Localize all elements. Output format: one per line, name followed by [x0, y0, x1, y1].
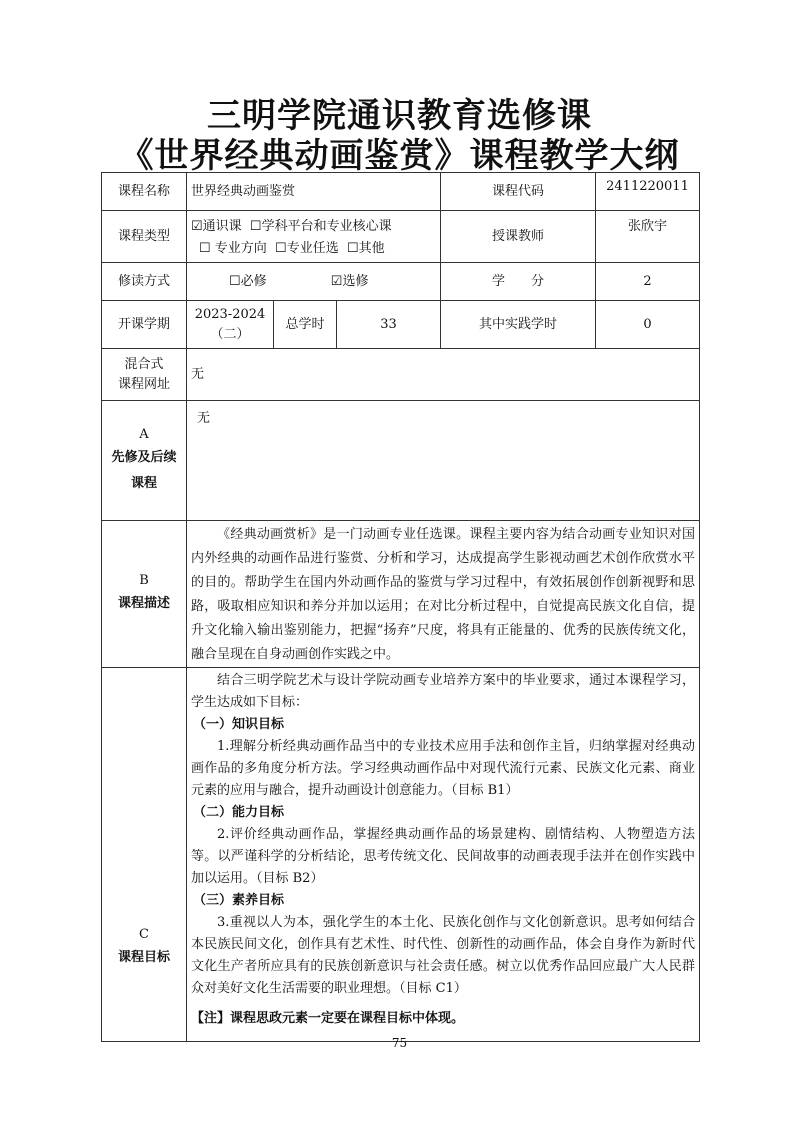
total-hours-label: 总学时: [274, 301, 337, 349]
course-type-label: 课程类型: [102, 211, 187, 263]
page-number: 75: [391, 1036, 408, 1050]
goal-3-text: 3.重视以人为本，强化学生的本土化、民族化创作与文化创新意识。思考如何结合本民族民间文化，创作具有艺术性、时代性、创新性的动画作品，体会自身作为新时代文化生产者所应具有的民族创新意识与社会责任感。树立以优秀作品回应最广大人民群众对美好文化生活需要的职业理想。（目标 C1）: [191, 915, 695, 996]
section-a-label-line-2: 课程: [130, 475, 157, 491]
row-semester: [102, 301, 700, 349]
section-b-description: [187, 521, 700, 668]
goal-2-title: （二）能力目标: [193, 805, 285, 820]
section-c-intro: 结合三明学院艺术与设计学院动画专业培养方案中的毕业要求，通过本课程学习，学生达成如下目标：: [191, 673, 695, 710]
study-mode-label: 修读方式: [102, 263, 187, 301]
course-code-label: 课程代码: [441, 173, 596, 211]
semester-value: [187, 301, 274, 349]
practice-hours-label: 其中实践学时: [441, 301, 596, 349]
goal-3-title: （三）素养目标: [193, 893, 285, 908]
section-b-label-text: 课程描述: [117, 596, 170, 611]
section-b-text: 《经典动画赏析》是一门动画专业任选课。课程主要内容为结合动画专业知识对国内外经典的动画作品进行鉴赏、分析和学习，达成提高学生影视动画艺术创作欣赏水平的目的。帮助学生在国内外动画作品的鉴赏与学习过程中，有效拓展创作创新视野和思路，吸取相应知识和养分并加以运用；在对比分析过程中，自觉提高民族文化自信，提升文化输入输出鉴别能力，把握“扬弃”尺度，将具有正能量的、优秀的民族传统文化，融合呈现在自身动画创作实践之中。: [191, 527, 695, 662]
row-course-type: [102, 211, 700, 263]
row-section-b: [102, 521, 700, 668]
goal-2-text: 2.评价经典动画作品，掌握经典动画作品的场景建构、剧情结构、人物塑造方法等。以严谨科学的分析结论，思考传统文化、民间故事的动画表现手法并在创作实践中加以运用。（目标 B2）: [191, 827, 695, 886]
goal-1-title: （一）知识目标: [193, 717, 285, 732]
section-a-label-line-1: 先修及后续: [111, 449, 177, 465]
section-b-label: [102, 521, 187, 668]
section-b-letter: B: [139, 573, 149, 588]
hybrid-label-line-1: 混合式: [124, 356, 164, 372]
row-hybrid-url: [102, 349, 700, 401]
hybrid-url-value: 无: [187, 349, 700, 401]
course-name-label: 课程名称: [102, 173, 187, 211]
document-title-line-2: 《世界经典动画鉴赏》课程教学大纲: [119, 136, 680, 176]
semester-term: （二）: [210, 326, 250, 342]
goal-1-text: 1.理解分析经典动画作品当中的专业技术应用手法和创作主旨，归纳掌握对经典动画作品的多角度分析方法。学习经典动画作品中对现代流行元素、民族文化元素、商业元素的应用与融合，提升动画设计创意能力。（目标 B1）: [191, 739, 695, 798]
course-type-line-1: ☑通识课 ☐学科平台和专业核心课: [191, 218, 392, 234]
section-c-label: [102, 668, 187, 1042]
semester-year: 2023-2024: [194, 306, 266, 322]
elective-option: ☑选修: [330, 273, 369, 289]
syllabus-table: [101, 172, 700, 1042]
course-code-value: 2411220011: [596, 173, 700, 211]
section-c-letter: C: [139, 927, 149, 942]
required-option: ☐必修: [229, 273, 267, 289]
document-title-line-1: 三明学院通识教育选修课: [207, 96, 592, 136]
course-type-options: [187, 211, 441, 263]
teacher-value: 张欣宇: [596, 211, 700, 263]
course-type-line-2: ☐ 专业方向 ☐专业任选 ☐其他: [199, 240, 385, 256]
hybrid-label-line-2: 课程网址: [117, 376, 170, 392]
section-c-label-text: 课程目标: [117, 950, 170, 965]
row-section-a: [102, 401, 700, 521]
credit-label: 学 分: [441, 263, 596, 301]
semester-label: 开课学期: [102, 301, 187, 349]
total-hours-value: 33: [337, 301, 441, 349]
row-course-name: [102, 173, 700, 211]
hybrid-url-label: [102, 349, 187, 401]
practice-hours-value: 0: [596, 301, 700, 349]
course-name-value: 世界经典动画鉴赏: [187, 173, 441, 211]
section-a-label: [102, 401, 187, 521]
section-a-value: 无: [187, 401, 700, 521]
row-study-mode: [102, 263, 700, 301]
section-c-goals: [187, 668, 700, 1042]
note: 【注】课程思政元素一定要在课程目标中体现。: [191, 1011, 465, 1026]
row-section-c: [102, 668, 700, 1042]
teacher-label: 授课教师: [441, 211, 596, 263]
credit-value: 2: [596, 263, 700, 301]
section-a-letter: A: [139, 426, 149, 442]
study-mode-options: [187, 263, 441, 301]
